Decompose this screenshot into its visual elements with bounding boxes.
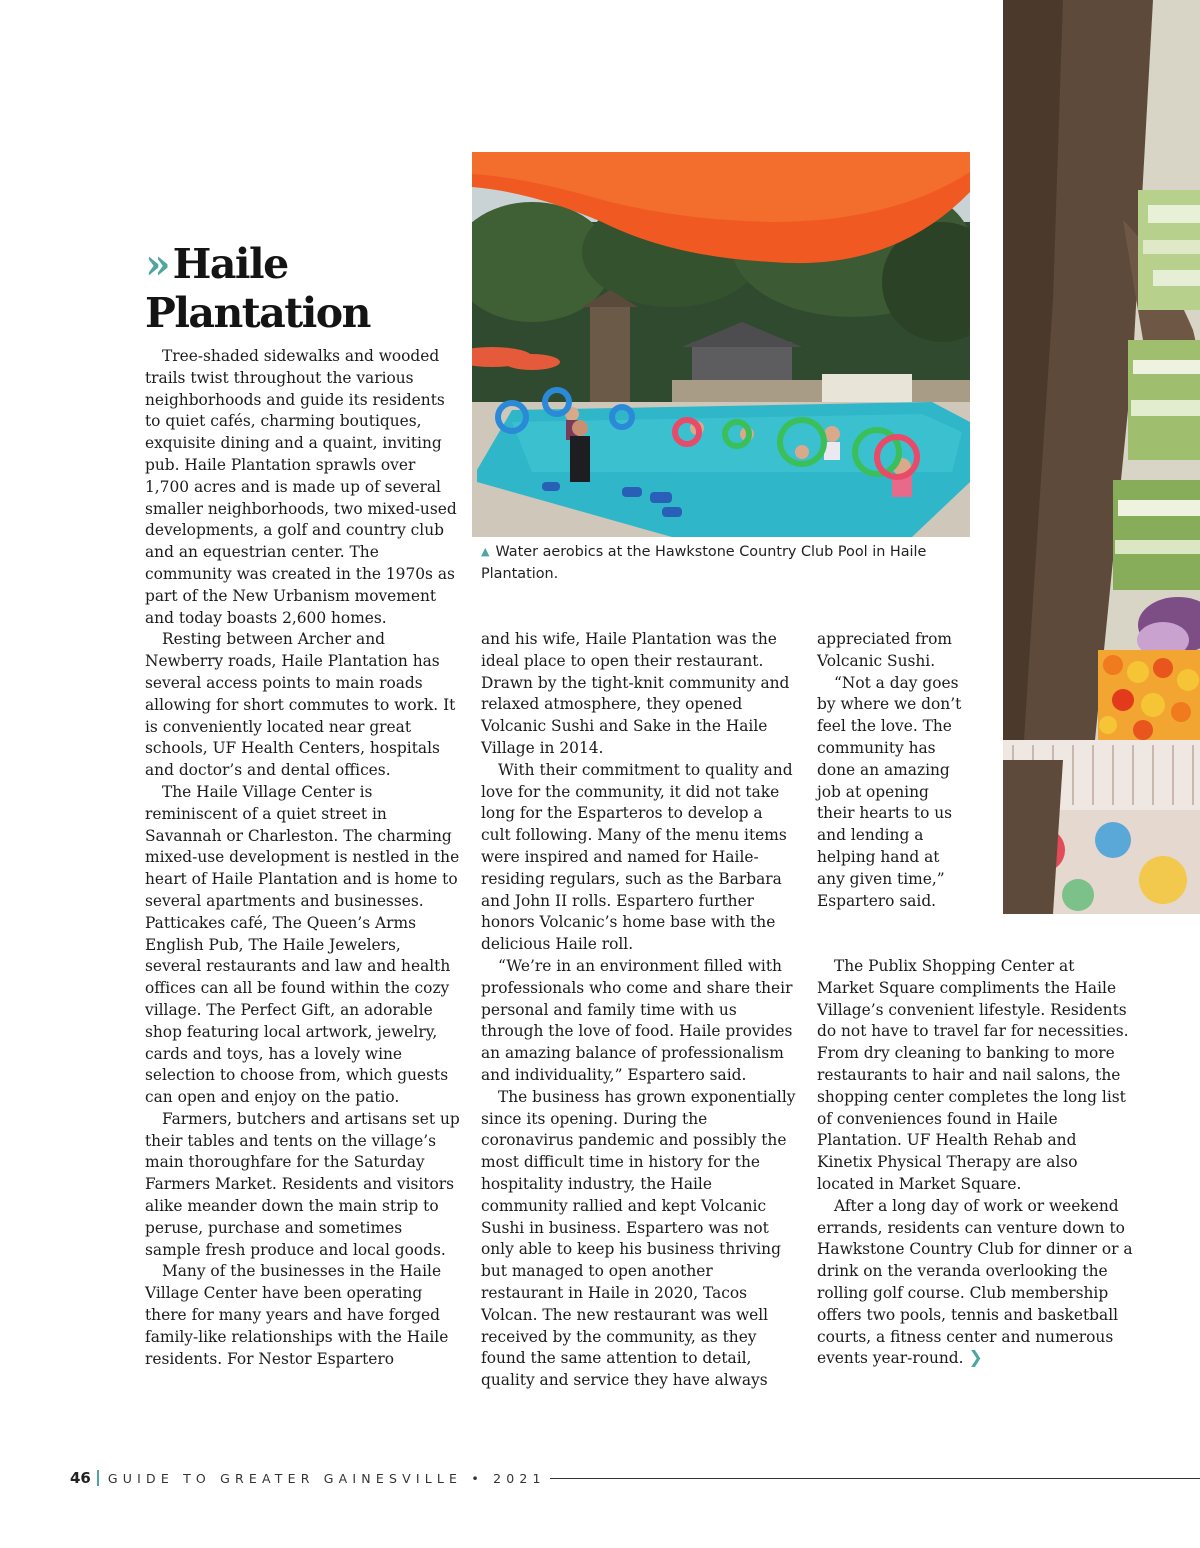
up-arrow-icon: ▲ [481,545,490,558]
section-marker: » [145,240,169,288]
paragraph: Resting between Archer and Newberry roads, Haile Plantation has several access points to main roads allowing for short commutes to work. It is conveniently located near great schools, UF Health Centers, hospitals and doctor’s and dental offices. [145,630,456,780]
paragraph: Farmers, butchers and artisans set up their tables and tents on the village’s main thoroughfare for the Saturday Farmers Market. Residents and visitors alike meander down the main strip to peruse, purchase and sometimes sample fresh produce and local goods. [145,1109,460,1259]
paragraph: appreciated from Volcanic Sushi. [817,630,953,670]
water-aerobics-illustration [472,152,970,537]
paragraph: Tree-shaded sidewalks and wooded trails twist throughout the various neighborhoods and guide its residents to quiet cafés, charming boutiques, exquisite dining and a quaint, inviting pub. Haile Plantation sprawls over 1,700 acres and is made up of several smaller neighborhoods, two mixed-used developments, a golf and country club and an equestrian center. The community was created in the 1970s as part of the New Urbanism movement and today boasts 2,600 homes. [145,347,457,627]
page-number: 46 [70,1469,91,1487]
photo-caption [481,541,951,585]
paragraph: “Not a day goes by where we don’t feel the love. The community has done an amazing job at opening their hearts to us and lending a helping hand at any given time,” Espartero said. [817,673,962,910]
paragraph: Many of the businesses in the Haile Village Center have been operating there for many years and have forged family-like relationships with the Haile residents. For Nestor Espartero [145,1262,449,1368]
paragraph: With their commitment to quality and love for the community, it did not take long for the Esparteros to develop a cult following. Many of the menu items were inspired and named for Haile-residing regulars, such as the Barbara and John II rolls. Espartero further honors Volcanic’s home base with the delicious Haile roll. [481,760,793,954]
publication-name: GUIDE TO GREATER GAINESVILLE • 2021 [107,1470,546,1486]
page-footer [70,1466,1200,1490]
paragraph: “We’re in an environment filled with professionals who come and share their personal and family time with us through the love of food. Haile provides an amazing balance of professionalism and individuality,” Espartero said. [481,956,793,1084]
paragraph: The Haile Village Center is reminiscent of a quiet street in Savannah or Charleston. The charming mixed-use development is nestled in the heart of Haile Plantation and is home to several apartments and businesses. Patticakes café, The Queen’s Arms English Pub, The Haile Jewelers, several restaurants and law and health offices can all be found within the cozy village. The Perfect Gift, an adorable shop featuring local artwork, jewelry, cards and toys, has a lovely wine selection to choose from, which guests can open and enjoy on the patio. [145,782,460,1107]
article-column-3-narrow [817,629,967,912]
footer-rule [550,1478,1200,1479]
end-mark-icon: ❯ [968,1348,983,1369]
section-title [145,240,465,338]
article-column-3-wide [817,956,1133,1370]
section-title-text: Haile Plantation [145,240,370,337]
farmers-market-photo [1003,0,1200,914]
footer-divider [97,1470,99,1486]
article-column-2 [481,629,797,1392]
paragraph: and his wife, Haile Plantation was the ideal place to open their restaurant. Drawn by the tight-knit community and relaxed atmosphere, they opened Volcanic Sushi and Sake in the Haile Village in 2014. [481,630,790,757]
paragraph-last [817,1196,1133,1370]
paragraph: The Publix Shopping Center at Market Square compliments the Haile Village’s convenient lifestyle. Residents do not have to travel far for necessities. From dry cleaning to banking to more restaurants to hair and nail salons, the shopping center completes the long list of conveniences found in Haile Plantation. UF Health Rehab and Kinetix Physical Therapy are also located in Market Square. [817,957,1129,1193]
paragraph-last-text: After a long day of work or weekend errands, residents can venture down to Hawkstone Country Club for dinner or a drink on the veranda overlooking the rolling golf course. Club membership offers two pools, tennis and basketball courts, a fitness center and numerous events year-round. [817,1196,1133,1368]
photo-caption-text: Water aerobics at the Hawkstone Country Club Pool in Haile Plantation. [481,544,927,582]
paragraph: The business has grown exponentially since its opening. During the coronavirus pandemic and possibly the most difficult time in history for the hospitality industry, the Haile community rallied and kept Volcanic Sushi in business. Espartero was not only able to keep his business thriving but managed to open another restaurant in Haile in 2020, Tacos Volcan. The new restaurant was well received by the community, as they found the same attention to detail, quality and service they have always [481,1087,796,1390]
pool-photo [472,152,970,537]
farmers-market-illustration [1003,0,1200,914]
article-column-1 [145,346,461,1370]
